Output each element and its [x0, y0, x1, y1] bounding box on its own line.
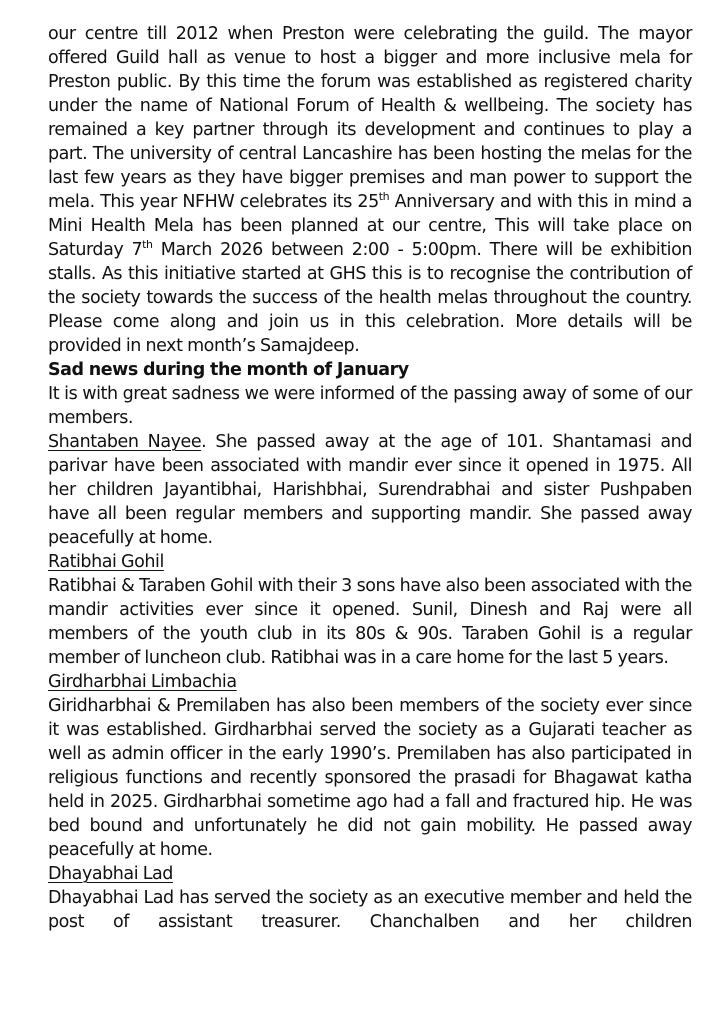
- obituary-ratibhai-name-line: [48, 550, 692, 574]
- intro-text-part3: March 2026 between 2:00 - 5:00pm. There will be exhibition stalls. As this initiative started at GHS this is to recognise the contribution of the society towards the success of the health melas throughout the country. Please come along and join us in this celebration. More details will be provided in next month’s Samajdeep.: [48, 240, 692, 356]
- ordinal-suffix: th: [378, 190, 390, 203]
- obituary-shantaben: [48, 430, 692, 550]
- obituary-name: Girdharbhai Limbachia: [48, 672, 237, 692]
- newsletter-page: [48, 22, 692, 934]
- obituary-text: Giridharbhai & Premilaben has also been members of the society ever since it was established. Girdharbhai served the society as a Gujarati teacher as well as admin officer in the early 1990’s. Premilaben has also participated in religious functions and recently sponsored the prasadi for Bhagawat katha held in 2025. Girdharbhai sometime ago had a fall and fractured hip. He was bed bound and unfortunately he did not gain mobility. He passed away peacefully at home.: [48, 696, 692, 860]
- obituary-text: Ratibhai & Taraben Gohil with their 3 sons have also been associated with the mandir activities ever since it opened. Sunil, Dinesh and Raj were all members of the youth club in its 80s & 90s. Taraben Gohil is a regular member of luncheon club. Ratibhai was in a care home for the last 5 years.: [48, 576, 692, 668]
- obituary-name: Shantaben Nayee: [48, 432, 202, 452]
- section-heading: Sad news during the month of January: [48, 360, 409, 380]
- obituary-text: Dhayabhai Lad has served the society as an executive member and held the post of assistant treasurer. Chanchalben and her children: [48, 888, 692, 932]
- intro-paragraph: [48, 22, 692, 358]
- obituary-text: . She passed away at the age of 101. Shantamasi and parivar have been associated with mandir ever since it opened in 1975. All her children Jayantibhai, Harishbhai, Surendrabhai and sister Pushpaben have all been regular members and supporting mandir. She passed away peacefully at home.: [48, 432, 692, 548]
- ordinal-suffix: th: [142, 238, 153, 251]
- sad-news-intro: It is with great sadness we were informed of the passing away of some of our members.: [48, 384, 692, 428]
- obituary-name: Dhayabhai Lad: [48, 864, 173, 884]
- intro-text-part1: our centre till 2012 when Preston were celebrating the guild. The mayor offered Guild hall as venue to host a bigger and more inclusive mela for Preston public. By this time the forum was established as registered charity under the name of National Forum of Health & wellbeing. The society has remained a key partner through its development and continues to play a part. The university of central Lancashire has been hosting the melas for the last few years as they have bigger premises and man power to support the mela. This year NFHW celebrates its 25: [48, 24, 692, 212]
- obituary-name: Ratibhai Gohil: [48, 552, 164, 572]
- intro-text-part2: Anniversary and with this in mind a Mini Health Mela has been planned at our centre, This will take place on Saturday 7: [48, 192, 692, 260]
- obituary-dhayabhai-name-line: [48, 862, 692, 886]
- obituary-girdharbhai-name-line: [48, 670, 692, 694]
